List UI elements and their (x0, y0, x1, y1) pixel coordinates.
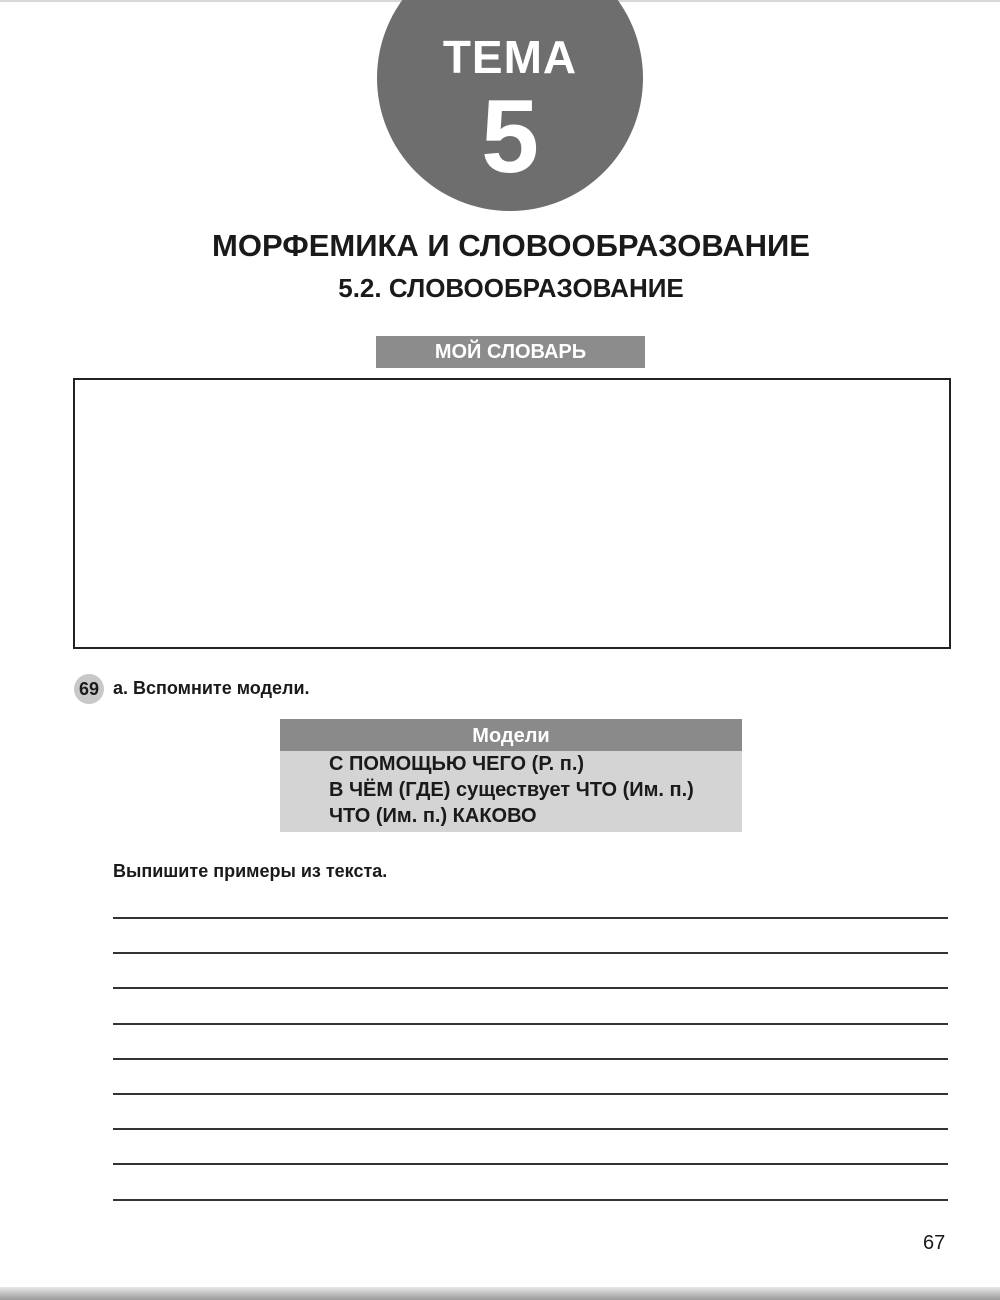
answer-line[interactable] (113, 1128, 948, 1130)
answer-line[interactable] (113, 917, 948, 919)
dictionary-box[interactable] (73, 378, 951, 649)
answer-line[interactable] (113, 1058, 948, 1060)
page-subtitle: 5.2. СЛОВООБРАЗОВАНИЕ (338, 273, 684, 303)
answer-line[interactable] (113, 1199, 948, 1201)
exercise-number: 69 (74, 674, 104, 704)
models-table (280, 719, 742, 832)
viewer-bottom-edge (0, 1287, 1000, 1300)
model-item: С ПОМОЩЬЮ ЧЕГО (Р. п.) (329, 753, 585, 775)
answer-line[interactable] (113, 952, 948, 954)
page-number: 67 (923, 1232, 946, 1254)
answer-line[interactable] (113, 1093, 948, 1095)
model-item: В ЧЁМ (ГДЕ) существует ЧТО (Им. п.) (329, 779, 694, 801)
model-item: ЧТО (Им. п.) КАКОВО (329, 805, 537, 827)
exercise-task: а. Вспомните модели. (113, 678, 310, 698)
page-title: МОРФЕМИКА И СЛОВООБРАЗОВАНИЕ (212, 228, 810, 263)
dictionary-label: МОЙ СЛОВАРЬ (376, 336, 645, 368)
exercise-instruction: Выпишите примеры из текста. (113, 861, 388, 881)
answer-line[interactable] (113, 1023, 948, 1025)
answer-line[interactable] (113, 987, 948, 989)
models-header: Модели (280, 719, 742, 751)
topic-label: ТЕМА (442, 31, 578, 83)
answer-line[interactable] (113, 1163, 948, 1165)
topic-number: 5 (481, 79, 539, 195)
